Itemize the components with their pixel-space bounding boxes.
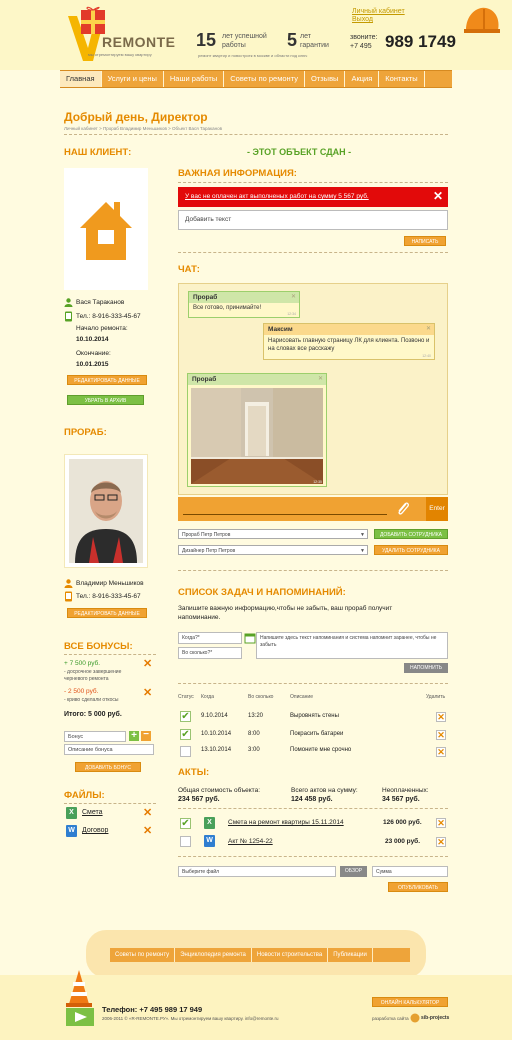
col-time: Во сколько (248, 694, 274, 700)
footer-copyright: 2006-2011 © «R-REMONTE.РУ». Мы отремонтируем вашу квартиру. info@remonte.ru (102, 1016, 279, 1021)
designer-select[interactable]: Дизайнер Петр Петров ▼ (178, 545, 368, 555)
chat-window (178, 283, 448, 495)
task-1-date: 9.10.2014 (201, 713, 228, 719)
bonus-input[interactable]: Бонус (64, 731, 126, 742)
total-cost-label: Общая стоимость объекта: (178, 787, 261, 794)
chat-message-2 (263, 323, 435, 360)
bonus-desc-input[interactable]: Описание бонуса (64, 744, 154, 755)
unpaid-label: Неоплаченных: (382, 787, 429, 794)
tagline: ремонт квартир и новостроек в москве и области под ключ (198, 53, 308, 58)
payment-alert (178, 187, 448, 207)
calculator-button[interactable]: ОНЛАЙН КАЛЬКУЛЯТОР (372, 997, 448, 1007)
footer-link-encyclopedia[interactable]: Энциклопедия ремонта (175, 948, 252, 962)
foreman-edit-button[interactable]: РЕДАКТИРОВАТЬ ДАННЫЕ (67, 608, 147, 618)
when-input[interactable]: Когда?* (178, 632, 242, 644)
client-name: Вася Тараканов (76, 299, 125, 306)
room-photo[interactable] (191, 388, 323, 484)
client-edit-button[interactable]: РЕДАКТИРОВАТЬ ДАННЫЕ (67, 375, 147, 385)
task-2-date: 10.10.2014 (201, 731, 232, 737)
col-description: Описание (290, 694, 314, 700)
client-phone: Тел.: 8-916-333-45-67 (76, 313, 141, 320)
bonus-desc-1: - досрочное завершение черневого ремонта (64, 669, 122, 682)
file-link-2[interactable]: Договор (82, 827, 109, 834)
archive-button[interactable]: УБРАТЬ В АРХИВ (67, 395, 144, 405)
traffic-cone-icon (66, 968, 92, 1008)
footer-link-tips[interactable]: Советы по ремонту (110, 948, 175, 962)
col-when: Когда (201, 694, 214, 700)
delete-file-1-icon[interactable]: ✕ (143, 807, 153, 819)
client-phone-icon (64, 311, 73, 324)
tasks-intro: Запишите важную информацию,чтобы не забыть, ваш прораб получит напоминание. (178, 605, 393, 621)
excel-icon: X (204, 817, 215, 829)
minus-icon[interactable]: − (141, 731, 151, 741)
years-number: 15 (196, 30, 217, 50)
col-delete: Удалить (426, 694, 446, 700)
play-sign-icon (66, 1008, 94, 1026)
bonuses-section-title: ВСЕ БОНУСЫ: (64, 641, 133, 652)
footer-link-publications[interactable]: Публикации (328, 948, 373, 962)
start-label: Начало ремонта: (76, 325, 128, 332)
word-icon: W (66, 825, 77, 837)
act-2-checkbox[interactable] (180, 836, 191, 847)
chat-message-1 (188, 291, 300, 318)
message-author: Максим (264, 324, 434, 335)
bonus-amount-1: + 7 500 руб. (64, 660, 101, 667)
message-text: Все готово, принимайте! (193, 305, 262, 311)
chat-section-title: ЧАТ: (178, 264, 200, 275)
divider (178, 856, 448, 857)
message-time: 12:40 (422, 354, 431, 358)
logo-subtitle: мы отремонтируем вашу квартиру (88, 52, 152, 57)
guarantee-label: лет гарантии (300, 33, 329, 49)
divider (64, 803, 156, 804)
task-1-checkbox[interactable]: ✔ (181, 711, 190, 722)
phone-label: звоните: +7 495 (350, 34, 378, 50)
end-label: Окончание: (76, 350, 111, 357)
task-3-date: 13.10.2014 (201, 747, 232, 753)
act-1-checkbox[interactable]: ✔ (181, 818, 190, 829)
divider (178, 808, 448, 809)
delete-file-2-icon[interactable]: ✕ (143, 825, 153, 837)
nav-item-reviews[interactable]: Отзывы (305, 71, 345, 87)
object-status: - ЭТОТ ОБЪЕКТ СДАН - (247, 147, 352, 157)
task-2-checkbox[interactable]: ✔ (181, 729, 190, 740)
divider (178, 570, 448, 571)
close-icon[interactable]: ✕ (290, 294, 296, 300)
acts-sum-value: 124 458 руб. (291, 796, 333, 803)
bonus-amount-2: - 2 500 руб. (64, 688, 99, 695)
foreman-person-icon (64, 579, 73, 590)
divider (64, 134, 448, 135)
divider (64, 654, 156, 655)
excel-icon: X (66, 807, 77, 819)
reminder-text-input[interactable]: Напишите здесь текст напоминания и система напомнит заранее, чтобы не забыть (256, 632, 448, 659)
message-time: 12:35 (313, 480, 322, 484)
close-alert-icon[interactable]: ✕ (432, 189, 443, 203)
time-input[interactable]: Во сколько?* (178, 647, 242, 659)
chat-input[interactable] (183, 514, 387, 515)
dev-logo-icon (410, 1013, 420, 1023)
phone-number: 989 1749 (385, 32, 456, 51)
nav-item-contacts[interactable]: Контакты (379, 71, 424, 87)
nav-item-promo[interactable]: Акция (345, 71, 379, 87)
client-photo (64, 168, 148, 290)
client-section-title: НАШ КЛИЕНТ: (64, 147, 132, 158)
page-title: Добрый день, Директор (64, 110, 208, 124)
foreman-phone-icon (64, 591, 73, 604)
helmet-icon (462, 4, 502, 36)
act-2-amount: 23 000 руб. (385, 838, 421, 845)
start-date: 10.10.2014 (76, 336, 109, 343)
remind-button[interactable]: НАПОМНИТЬ (404, 663, 448, 673)
message-text: Нарисовать главную страницу ЛК для клиента. Позвоно и на словах все расскажу (268, 338, 430, 352)
word-icon: W (204, 835, 215, 847)
breadcrumb[interactable]: Личный кабинет > Прораб Владимир Меньшиков > Объект Вася Тараканов (64, 126, 223, 131)
foreman-section-title: ПРОРАБ: (64, 427, 107, 438)
add-employee-button[interactable]: ДОБАВИТЬ СОТРУДНИКА (374, 529, 448, 539)
logout-link[interactable]: Выход (352, 16, 373, 23)
remove-employee-button[interactable]: УДАЛИТЬ СОТРУДНИКА (374, 545, 448, 555)
dev-name[interactable]: sib-projects (421, 1015, 450, 1021)
nav-item-tips[interactable]: Советы по ремонту (224, 71, 305, 87)
footer-phone: Телефон: +7 495 989 17 949 (102, 1005, 203, 1014)
footer-nav (110, 948, 410, 962)
delete-task-2-icon[interactable]: ✕ (437, 730, 445, 740)
divider (178, 182, 448, 183)
guarantee-number: 5 (287, 30, 298, 50)
client-person-icon (64, 298, 73, 309)
add-bonus-button[interactable]: ДОБАВИТЬ БОНУС (75, 762, 141, 772)
unpaid-value: 34 567 руб. (382, 796, 420, 803)
close-icon[interactable]: ✕ (317, 376, 323, 382)
delete-act-1-icon[interactable]: ✕ (437, 818, 445, 828)
total-cost-value: 234 567 руб. (178, 796, 220, 803)
house-icon (64, 168, 148, 290)
delete-task-1-icon[interactable]: ✕ (437, 712, 445, 722)
write-button[interactable]: НАПИСАТЬ (404, 236, 446, 246)
important-section-title: ВАЖНАЯ ИНФОРМАЦИЯ: (178, 168, 297, 179)
calendar-icon[interactable] (244, 632, 256, 644)
cabinet-link[interactable]: Личный кабинет (352, 8, 405, 15)
important-text-input[interactable]: Добавить текст (178, 210, 448, 230)
message-author: Прораб (189, 292, 299, 303)
act-1-amount: 126 000 руб. (383, 819, 422, 826)
foreman-name: Владимир Меньшиков (76, 580, 144, 587)
close-icon[interactable]: ✕ (425, 326, 431, 332)
acts-section-title: АКТЫ: (178, 767, 210, 778)
delete-act-2-icon[interactable]: ✕ (437, 837, 445, 847)
file-link-1[interactable]: Смета (82, 809, 103, 816)
chat-input-bar (178, 497, 448, 521)
plus-icon[interactable]: + (129, 731, 139, 741)
bonus-desc-2: - криво сделали откосы (64, 697, 119, 703)
send-button[interactable]: Enter (426, 497, 448, 521)
bonus-total: Итого: 5 000 руб. (64, 711, 122, 718)
task-3-time: 3:00 (248, 747, 260, 753)
task-2-desc: Покрасить батареи (290, 731, 344, 737)
foreman-select[interactable]: Прораб Петр Петров ▼ (178, 529, 368, 539)
nav-item-home[interactable]: Главная (60, 71, 102, 87)
years-label: лет успешной работы (222, 33, 267, 49)
sum-input[interactable]: Сумма (372, 866, 448, 877)
message-author: Прораб (188, 374, 326, 385)
task-1-desc: Выровнять стены (290, 713, 339, 719)
end-date: 10.01.2015 (76, 361, 109, 368)
delete-task-3-icon[interactable]: ✕ (437, 747, 445, 757)
dev-label: разработка сайта (372, 1016, 409, 1021)
divider (178, 683, 448, 684)
task-1-time: 13:20 (248, 713, 264, 719)
acts-sum-label: Всего актов на сумму: (291, 787, 358, 794)
footer-link-news[interactable]: Новости строительства (252, 948, 328, 962)
nav-item-services[interactable]: Услуги и цены (102, 71, 164, 87)
task-2-time: 8:00 (248, 731, 260, 737)
act-1-link[interactable]: Смета на ремонт квартиры 15.11.2014 (228, 819, 344, 826)
chat-message-3 (187, 373, 327, 487)
task-3-desc: Помоните мне срочно (290, 747, 352, 753)
foreman-phone: Тел.: 8-916-333-45-67 (76, 593, 141, 600)
browse-button[interactable]: ОБЗОР (340, 866, 367, 877)
nav-item-works[interactable]: Наши работы (164, 71, 224, 87)
act-2-link[interactable]: Акт № 1254-22 (228, 838, 273, 845)
task-3-checkbox[interactable] (180, 746, 191, 757)
delete-bonus-2-icon[interactable]: ✕ (143, 687, 153, 699)
col-status: Статус (178, 694, 194, 700)
files-section-title: ФАЙЛЫ: (64, 790, 105, 801)
delete-bonus-1-icon[interactable]: ✕ (143, 658, 153, 670)
tasks-section-title: СПИСОК ЗАДАЧ И НАПОМИНАНИЙ: (178, 587, 346, 598)
divider (178, 252, 448, 253)
message-time: 12:34 (287, 312, 296, 316)
alert-text[interactable]: У вас не оплачен акт выполненых работ на сумму 5 567 руб. (185, 193, 369, 200)
file-input[interactable]: Выберите файл (178, 866, 336, 877)
main-nav (60, 70, 452, 88)
foreman-photo (64, 454, 148, 568)
attach-icon[interactable] (396, 501, 410, 517)
logo-text[interactable]: REMONTE (102, 34, 176, 50)
publish-button[interactable]: ОПУБЛИКОВАТЬ (388, 882, 448, 892)
